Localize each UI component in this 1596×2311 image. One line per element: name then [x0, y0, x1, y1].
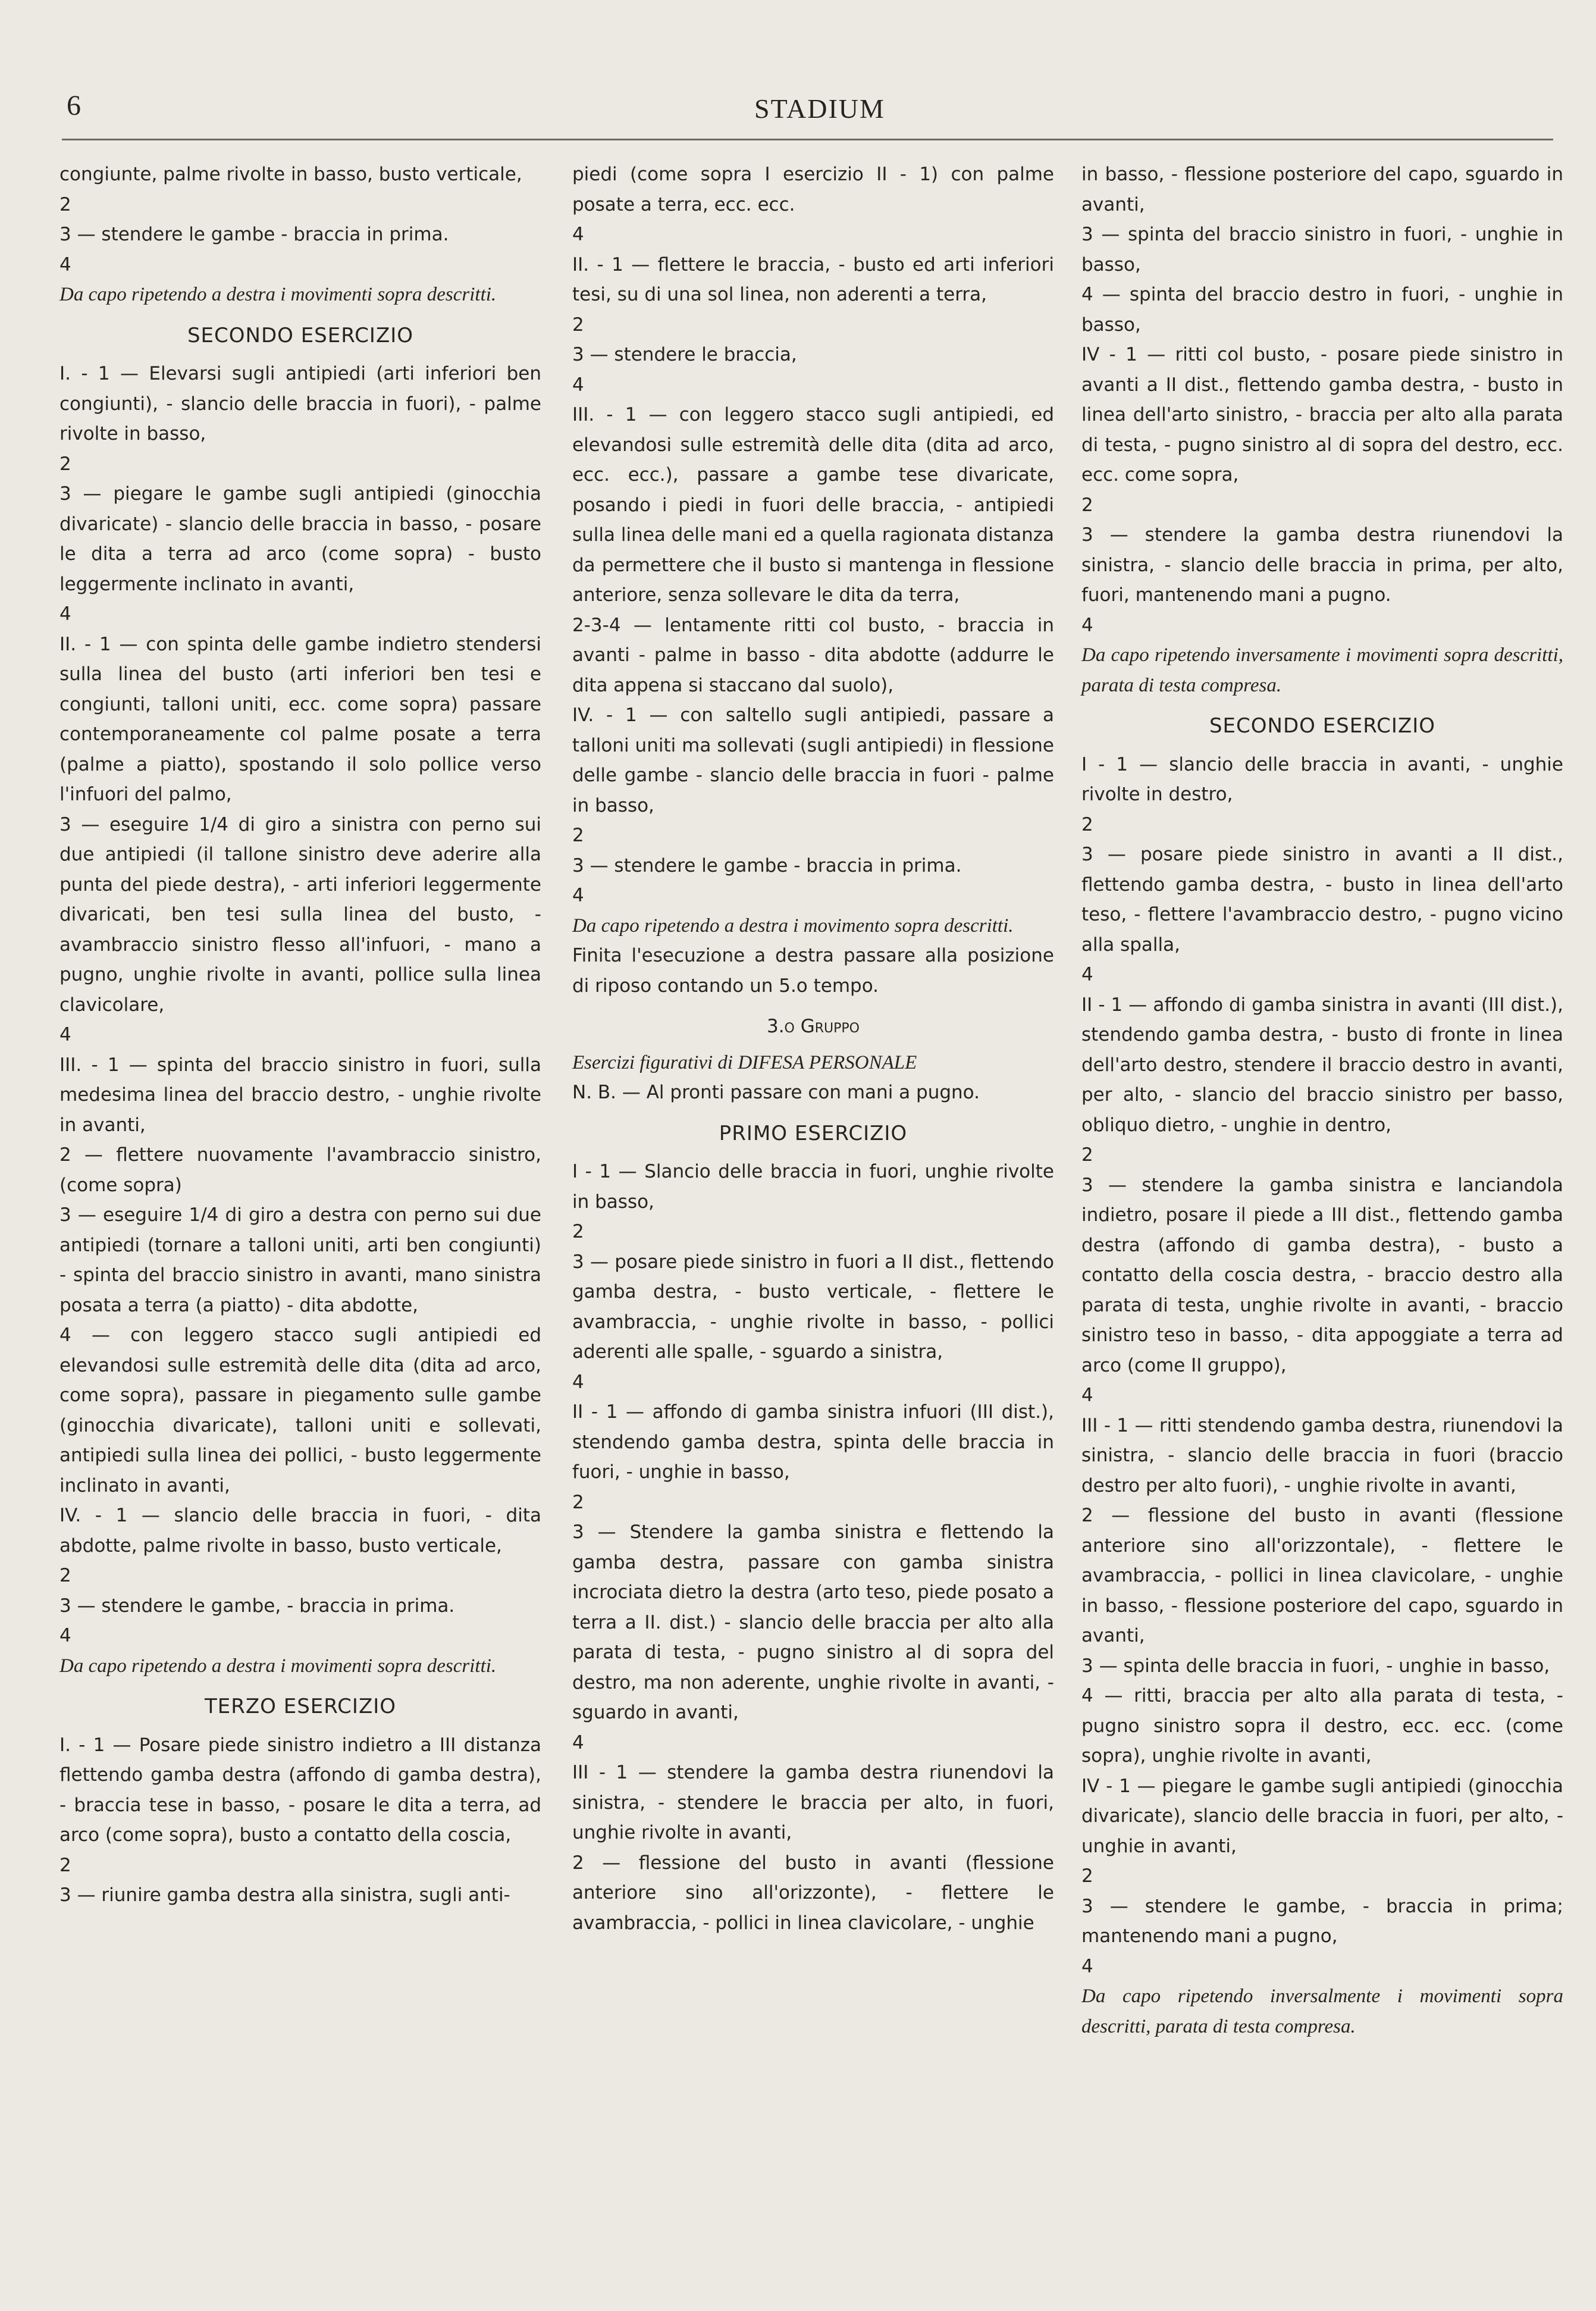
text-paragraph: 2 — flessione del busto in avanti (flessione anteriore sino all'orizzontale), - flettere le avambraccia, - pollici in linea clavicolare, - unghie in basso, - flessione posteriore del capo, sguardo in avanti,: [1081, 1505, 1563, 1646]
section-heading: SECONDO ESERCIZIO: [187, 323, 414, 347]
section-heading: TERZO ESERCIZIO: [204, 1695, 397, 1718]
text-paragraph: 2: [59, 1854, 71, 1876]
section-heading: SECONDO ESERCIZIO: [1209, 714, 1436, 738]
text-paragraph: III. - 1 — con leggero stacco sugli antipiedi, ed elevandosi sulle estremità delle dita (dita ad arco, ecc. ecc.), passare a gambe tese divaricate, posando i piedi in fuori delle braccia, - antipiedi sulla linea delle mani ed a quella ragionata distanza da permettere che il busto si mantenga in flessione anteriore, senza sollevare le dita da terra,: [572, 404, 1054, 606]
text-paragraph: in basso, - flessione posteriore del capo, sguardo in avanti,: [1081, 164, 1563, 215]
text-paragraph: 3 — stendere la gamba sinistra e lanciandola indietro, posare il piede a III dist., flettendo gamba destra (affondo di gamba destra), - busto a contatto della coscia destra, - braccio destro alla parata di testa, unghie rivolte in avanti, - braccio sinistro teso in basso, - dita appoggiate a terra ad arco (come II gruppo),: [1081, 1174, 1563, 1376]
journal-title: STADIUM: [754, 93, 885, 124]
text-paragraph: III. - 1 — spinta del braccio sinistro in fuori, sulla medesima linea del braccio destro, - unghie rivolte in avanti,: [59, 1054, 541, 1136]
italic-note: Da capo ripetendo inversalmente i movimenti sopra descritti, parata di testa compresa.: [1081, 1986, 1563, 2037]
text-paragraph: 3 — stendere le braccia,: [572, 344, 797, 365]
text-paragraph: 3 — eseguire 1/4 di giro a sinistra con perno sui due antipiedi (il tallone sinistro deve aderire alla punta del piede destra), - arti inferiori leggermente divaricati, ben tesi sulla linea del busto, - avambraccio sinistro flesso all'infuori, - mano a pugno, unghie rivolte in avanti, pollice sulla linea clavicolare,: [59, 813, 541, 1016]
text-paragraph: III - 1 — ritti stendendo gamba destra, riunendovi la sinistra, - slancio delle braccia in fuori (braccio destro per alto fuori), - unghie rivolte in avanti,: [1081, 1414, 1563, 1496]
text-column-2: [572, 159, 1054, 1938]
text-paragraph: 3 — eseguire 1/4 di giro a destra con perno sui due antipiedi (tornare a talloni uniti, arti ben congiunti) - spinta del braccio sinistro in avanti, mano sinistra posata a terra (a piatto) - dita abdotte,: [59, 1204, 541, 1316]
italic-note: Da capo ripetendo a destra i movimenti sopra descritti.: [59, 1655, 497, 1677]
text-paragraph: 4: [59, 1625, 71, 1646]
text-paragraph: IV - 1 — ritti col busto, - posare piede sinistro in avanti a II dist., flettendo gamba destra, - busto in linea dell'arto sinistro, - braccia per alto alla parata di testa, - pugno sinistro al di sopra del destro, ecc. ecc. come sopra,: [1081, 344, 1563, 486]
text-paragraph: 4: [59, 253, 71, 275]
text-paragraph: I - 1 — Slancio delle braccia in fuori, unghie rivolte in basso,: [572, 1161, 1054, 1213]
text-paragraph: 3 — spinta delle braccia in fuori, - unghie in basso,: [1081, 1655, 1550, 1677]
text-paragraph: 3 — stendere le gambe, - braccia in prima; mantenendo mani a pugno,: [1081, 1895, 1563, 1947]
text-paragraph: IV. - 1 — con saltello sugli antipiedi, passare a talloni uniti ma sollevati (sugli antipiedi) in flessione delle gambe - slancio delle braccia in fuori - palme in basso,: [572, 704, 1054, 816]
text-paragraph: 4: [572, 885, 584, 906]
text-paragraph: 4 — ritti, braccia per alto alla parata di testa, - pugno sinistro sopra il destro, ecc. ecc. (come sopra), unghie rivolte in avanti,: [1081, 1685, 1563, 1767]
group-heading: 3.o Gruppo: [766, 1016, 860, 1037]
text-paragraph: 2-3-4 — lentamente ritti col busto, - braccia in avanti - palme in basso - dita abdotte (addurre le dita appena si staccano dal suolo),: [572, 614, 1054, 696]
text-paragraph: 2 — flessione del busto in avanti (flessione anteriore sino all'orizzonte), - flettere le avambraccia, - pollici in linea clavicolare, - unghie: [572, 1852, 1054, 1934]
text-paragraph: 3 — spinta del braccio sinistro in fuori, - unghie in basso,: [1081, 224, 1563, 275]
text-paragraph: 2: [59, 193, 71, 215]
text-paragraph: II. - 1 — flettere le braccia, - busto ed arti inferiori tesi, su di una sol linea, non aderenti a terra,: [572, 253, 1054, 305]
text-paragraph: 2: [572, 1221, 584, 1242]
text-paragraph: 3 — posare piede sinistro in fuori a II dist., flettendo gamba destra, - busto verticale, - flettere le avambraccia, - unghie rivolte in basso, - pollici aderenti alle spalle, - sguardo a sinistra,: [572, 1251, 1054, 1363]
italic-note: Da capo ripetendo inversamente i movimenti sopra descritti, parata di testa compresa.: [1081, 644, 1563, 696]
text-paragraph: II. - 1 — con spinta delle gambe indietro stendersi sulla linea del busto (arti inferiori ben tesi e congiunti, talloni uniti, ecc. come sopra) passare contemporaneamente col palme posate a terra (palme a piatto), spostando il solo pollice verso l'infuori del palmo,: [59, 633, 541, 805]
text-paragraph: 2: [1081, 813, 1093, 835]
text-paragraph: 3 — posare piede sinistro in avanti a II dist., flettendo gamba destra, - busto in linea dell'arto teso, - flettere l'avambraccio destro, - pugno vicino alla spalla,: [1081, 844, 1563, 956]
text-paragraph: piedi (come sopra I esercizio II - 1) con palme posate a terra, ecc. ecc.: [572, 164, 1054, 215]
text-paragraph: I - 1 — slancio delle braccia in avanti, - unghie rivolte in destro,: [1081, 753, 1563, 805]
text-paragraph: 2: [59, 453, 71, 475]
text-paragraph: II - 1 — affondo di gamba sinistra infuori (III dist.), stendendo gamba destra, spinta delle braccia in fuori, - unghie in basso,: [572, 1401, 1054, 1483]
text-paragraph: 2: [1081, 1144, 1093, 1166]
text-paragraph: 3 — stendere la gamba destra riunendovi la sinistra, - slancio delle braccia in prima, per alto, fuori, mantenendo mani a pugno.: [1081, 524, 1563, 606]
running-head: [0, 0, 1596, 149]
text-paragraph: 2: [572, 1491, 584, 1513]
text-paragraph: 2: [59, 1565, 71, 1586]
text-column-1: [59, 159, 541, 1911]
text-paragraph: N. B. — Al pronti passare con mani a pugno.: [572, 1082, 980, 1103]
text-paragraph: 2: [572, 825, 584, 846]
text-paragraph: 3 — riunire gamba destra alla sinistra, sugli anti-: [59, 1884, 510, 1906]
text-paragraph: 4: [572, 1371, 584, 1393]
text-paragraph: 2: [1081, 1865, 1093, 1887]
text-paragraph: IV. - 1 — slancio delle braccia in fuori, - dita abdotte, palme rivolte in basso, busto verticale,: [59, 1505, 541, 1557]
text-paragraph: Finita l'esecuzione a destra passare alla posizione di riposo contando un 5.o tempo.: [572, 945, 1054, 997]
text-paragraph: I. - 1 — Posare piede sinistro indietro a III distanza flettendo gamba destra (affondo di gamba destra), - braccia tese in basso, - posare le dita a terra, ad arco (come sopra), busto a contatto della coscia,: [59, 1734, 541, 1846]
text-paragraph: 4 — spinta del braccio destro in fuori, - unghie in basso,: [1081, 284, 1563, 336]
text-paragraph: 4: [59, 1024, 71, 1045]
italic-note: Esercizi figurativi di DIFESA PERSONALE: [572, 1051, 917, 1073]
text-paragraph: 2 — flettere nuovamente l'avambraccio sinistro, (come sopra): [59, 1144, 541, 1196]
text-paragraph: 2: [572, 314, 584, 336]
text-paragraph: 4: [59, 603, 71, 625]
text-paragraph: 3 — stendere le gambe - braccia in prima.: [572, 854, 962, 876]
text-paragraph: 4 — con leggero stacco sugli antipiedi ed elevandosi sulle estremità delle dita (dita ad arco, come sopra), passare in piegamento sulle gambe (ginocchia divaricate), talloni uniti e sollevati, antipiedi sulla linea dei pollici, - busto leggermente inclinato in avanti,: [59, 1324, 541, 1496]
text-column-3: [1081, 159, 1563, 2041]
text-paragraph: 3 — stendere le gambe - braccia in prima.: [59, 224, 449, 245]
text-paragraph: III - 1 — stendere la gamba destra riunendovi la sinistra, - stendere le braccia per alto, in fuori, unghie rivolte in avanti,: [572, 1762, 1054, 1843]
text-paragraph: II - 1 — affondo di gamba sinistra in avanti (III dist.), stendendo gamba destra, - busto di fronte in linea dell'arto destro, stendere il braccio destro in avanti, per alto, - slancio del braccio sinistro per basso, obliquo dietro, - unghie in dentro,: [1081, 994, 1563, 1136]
text-paragraph: 4: [572, 1731, 584, 1753]
text-paragraph: I. - 1 — Elevarsi sugli antipiedi (arti inferiori ben congiunti), - slancio delle braccia in fuori), - palme rivolte in basso,: [59, 363, 541, 444]
italic-note: Da capo ripetendo a destra i movimenti sopra descritti.: [59, 284, 497, 305]
text-paragraph: 3 — Stendere la gamba sinistra e flettendo la gamba destra, passare con gamba sinistra incrociata dietro la destra (arto teso, piede posato a terra a II. dist.) - slancio delle braccia per alto alla parata di testa, - pugno sinistro al di sopra del destro, ma non aderente, unghie rivolte in avanti, - sguardo in avanti,: [572, 1521, 1054, 1723]
text-paragraph: IV - 1 — piegare le gambe sugli antipiedi (ginocchia divaricate), slancio delle braccia in fuori, per alto, - unghie in avanti,: [1081, 1775, 1563, 1857]
italic-note: Da capo ripetendo a destra i movimento sopra descritti.: [572, 915, 1014, 937]
text-paragraph: 3 — piegare le gambe sugli antipiedi (ginocchia divaricate) - slancio delle braccia in basso, - posare le dita a terra ad arco (come sopra) - busto leggermente inclinato in avanti,: [59, 483, 541, 595]
text-paragraph: 4: [572, 224, 584, 245]
text-paragraph: 4: [1081, 964, 1093, 985]
header-rule: [62, 139, 1553, 140]
section-heading: PRIMO ESERCIZIO: [719, 1121, 908, 1145]
text-paragraph: 2: [1081, 494, 1093, 516]
text-paragraph: 4: [1081, 614, 1093, 636]
text-paragraph: 4: [1081, 1955, 1093, 1977]
text-paragraph: congiunte, palme rivolte in basso, busto verticale,: [59, 164, 522, 185]
text-paragraph: 4: [572, 374, 584, 396]
text-paragraph: 4: [1081, 1385, 1093, 1406]
text-paragraph: 3 — stendere le gambe, - braccia in prima.: [59, 1595, 455, 1617]
page-number: 6: [67, 90, 81, 121]
